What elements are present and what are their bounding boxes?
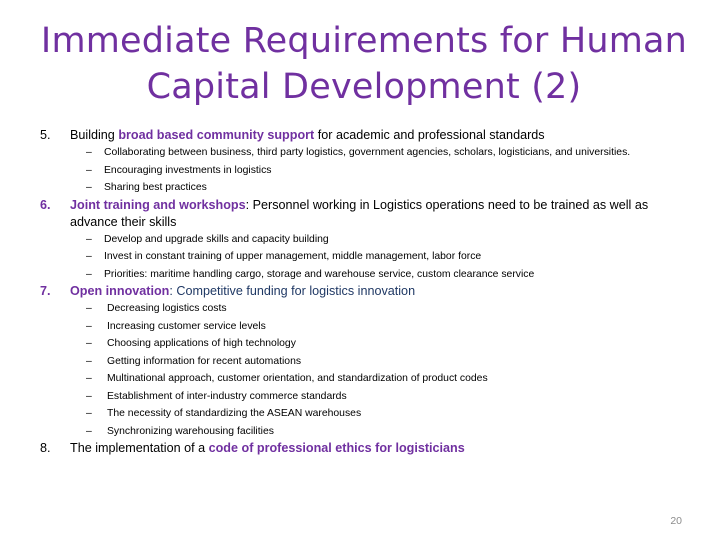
sub-item: – Getting information for recent automations xyxy=(86,355,302,367)
slide-title xyxy=(40,18,688,110)
sub-item: – Sharing best practices xyxy=(86,182,207,193)
item-text: Open innovation: Competitive funding for logistics innovation xyxy=(70,284,416,298)
item-text: The implementation of a code of professional ethics for logisticians xyxy=(70,441,465,455)
sub-item: – Develop and upgrade skills and capacity building xyxy=(86,233,329,245)
requirements-list xyxy=(0,127,728,457)
title-line-1: Immediate Requirements for Human xyxy=(40,21,688,61)
list-item-5 xyxy=(0,127,728,144)
item-number: 5. xyxy=(40,128,51,142)
highlight-text: Joint training and workshops xyxy=(70,197,246,212)
highlight-text: code of professional ethics for logisticians xyxy=(208,441,465,455)
sub-item: – Invest in constant training of upper management, middle management, labor force xyxy=(86,251,482,262)
highlight-text: Open innovation xyxy=(70,284,170,298)
title-line-2: Capital Development (2) xyxy=(146,67,582,107)
page-number: 20 xyxy=(670,515,682,527)
item-number: 7. xyxy=(40,284,51,298)
item-text: Joint training and workshops: Personnel working in Logistics operations need to be trained as well as advance their skills xyxy=(70,197,649,229)
sub-item: – Encouraging investments in logistics xyxy=(86,164,272,176)
item-number: 6. xyxy=(40,197,51,212)
sub-item: – Choosing applications of high technology xyxy=(86,338,296,349)
item-text: Building broad based community support for academic and professional standards xyxy=(70,128,545,142)
list-item-8 xyxy=(0,440,728,457)
item-number: 8. xyxy=(40,441,51,455)
sub-item: – Multinational approach, customer orientation, and standardization of product codes xyxy=(86,373,488,384)
sub-item: – Synchronizing warehousing facilities xyxy=(86,425,274,437)
sub-item: – The necessity of standardizing the ASEAN warehouses xyxy=(86,408,362,419)
sub-item: – Priorities: maritime handling cargo, storage and warehouse service, custom clearance service xyxy=(86,268,535,280)
list-item-7 xyxy=(0,283,728,300)
list-item-6 xyxy=(0,197,728,231)
highlight-text: broad based community support xyxy=(118,128,315,142)
sub-item: – Collaborating between business, third party logistics, government agencies, scholars, logisticians, and universities. xyxy=(86,147,631,158)
sub-item: – Increasing customer service levels xyxy=(86,320,266,332)
sub-item: – Decreasing logistics costs xyxy=(86,303,227,314)
sub-item: – Establishment of inter-industry commerce standards xyxy=(86,390,347,402)
